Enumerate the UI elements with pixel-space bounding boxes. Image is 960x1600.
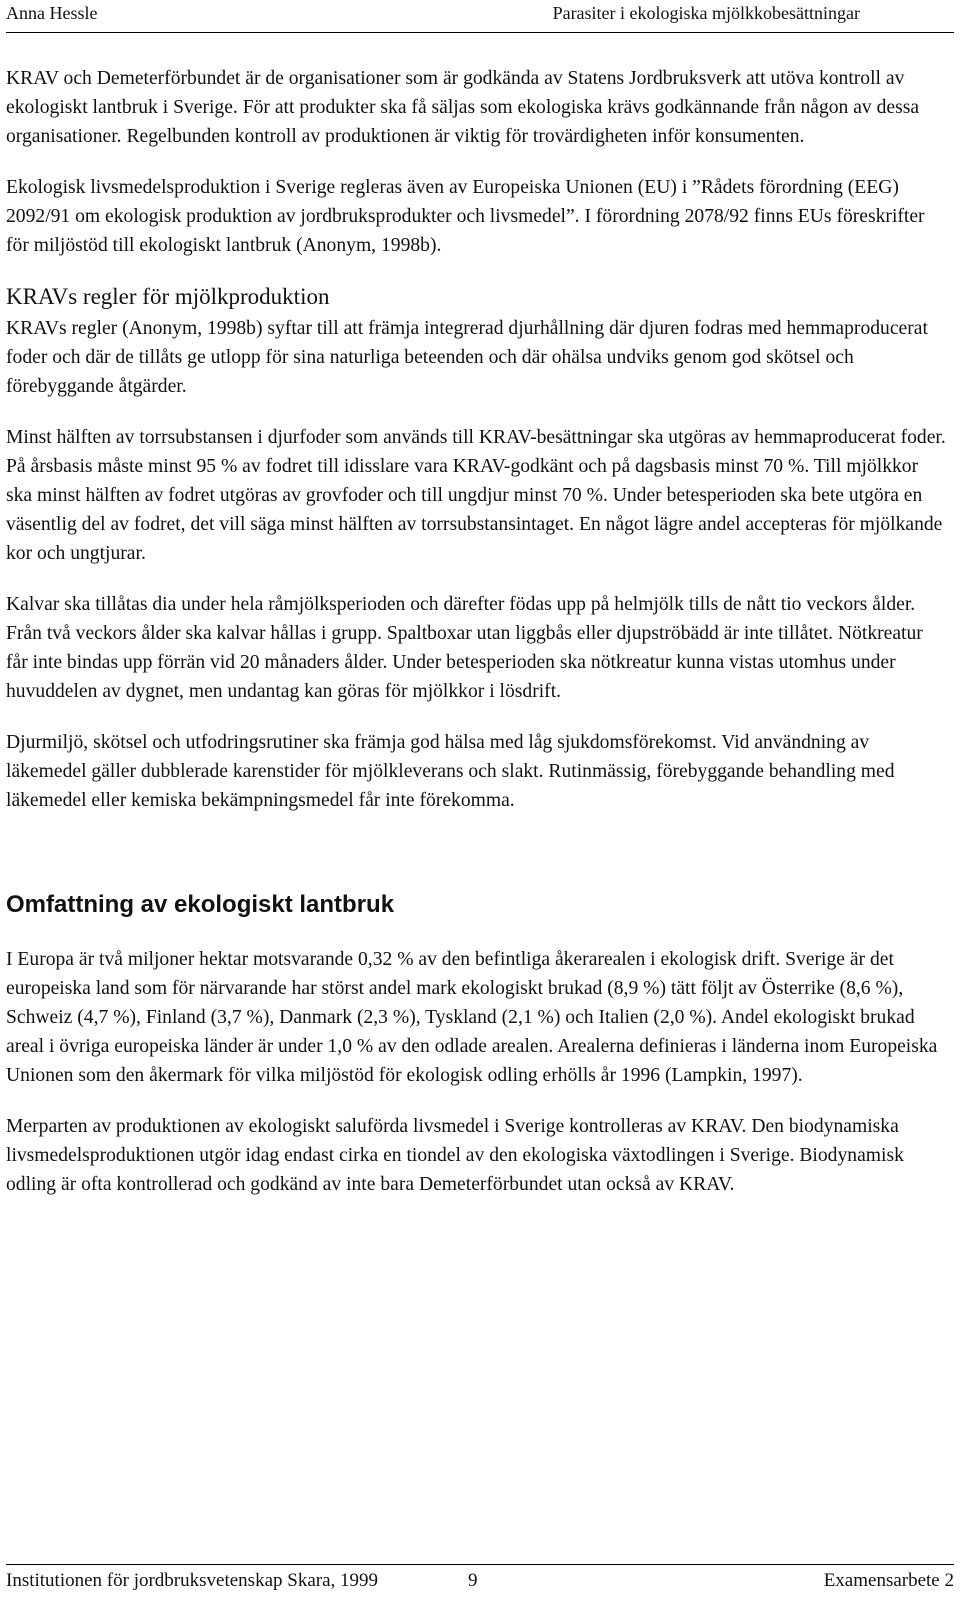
page-number: 9 [468, 1570, 478, 1591]
header-title: Parasiter i ekologiska mjölkkobesättningar [552, 3, 860, 23]
header-rule [6, 32, 954, 33]
paragraph-animal-health: Djurmiljö, skötsel och utfodringsrutiner ska främja god hälsa med låg sjukdomsförekomst. Vid användning av läkemedel gäller dubblerade karenstider för mjölkleverans och slakt. Rutinmässig, förebyggande behandling med läkemedel eller kemiska bekämpningsmedel får inte förekomma. [6, 732, 895, 811]
section-heading-omfattning: Omfattning av ekologiskt lantbruk [6, 891, 395, 918]
section-heading-krav-rules: KRAVs regler för mjölkproduktion [6, 284, 330, 309]
page-footer [6, 1570, 954, 1596]
footer-rule [6, 1564, 954, 1565]
paragraph-eu-regulation: Ekologisk livsmedelsproduktion i Sverige regleras även av Europeiska Unionen (EU) i ”Rådets förordning (EEG) 2092/91 om ekologisk produktion av jordbruksprodukter och livsmedel”. I förordning 2078/92 finns EUs föreskrifter för miljöstöd till ekologiskt lantbruk (Anonym, 1998b). [6, 177, 925, 256]
page-header [6, 3, 860, 29]
paragraph-europe-extent: I Europa är två miljoner hektar motsvarande 0,32 % av den befintliga åkerarealen i ekologisk drift. Sverige är det europeiska land som för närvarande har störst andel mark ekologiskt brukad (8,9 %) tätt följt av Österrike (8,6 %), Schweiz (4,7 %), Finland (3,7 %), Danmark (2,3 %), Tyskland (2,1 %) och Italien (2,0 %). Andel ekologiskt brukad areal i övriga europeiska länder är under 1,0 % av den odlade arealen. Arealerna definieras i länderna inom Europeiska Unionen som den åkermark för vilka miljöstöd för ekologisk odling erhölls år 1996 (Lampkin, 1997). [6, 949, 938, 1086]
paragraph-feed-rules: Minst hälften av torrsubstansen i djurfoder som används till KRAV-besättningar ska utgöras av hemmaproducerat foder. På årsbasis måste minst 95 % av fodret till idisslare vara KRAV-godkänt och på dagsbasis minst 70 %. Till mjölkkor ska minst hälften av fodret utgöras av grovfoder och till ungdjur minst 70 %. Under betesperioden ska bete utgöra en väsentlig del av fodret, det vill säga minst hälften av torrsubstansintaget. En något lägre andel accepteras för mjölkande kor och ungtjurar. [6, 427, 946, 564]
footer-institution: Institutionen för jordbruksvetenskap Skara, 1999 [6, 1570, 379, 1591]
paragraph-calf-rules: Kalvar ska tillåtas dia under hela råmjölksperioden och därefter födas upp på helmjölk tills de nått tio veckors ålder. Från två veckors ålder ska kalvar hållas i grupp. Spaltboxar utan liggbås eller djupströbädd är inte tillåtet. Nötkreatur får inte bindas upp förrän vid 20 månaders ålder. Under betesperioden ska nötkreatur kunna vistas utomhus under huvuddelen av dygnet, men undantag kan göras för mjölkkor i lösdrift. [6, 594, 923, 702]
header-author: Anna Hessle [6, 3, 98, 23]
page-body [6, 64, 946, 1199]
paragraph-krav-demeter: KRAV och Demeterförbundet är de organisationer som är godkända av Statens Jordbruksverk att utöva kontroll av ekologiskt lantbruk i Sverige. För att produkter ska få säljas som ekologiska krävs godkännande från någon av dessa organisationer. Regelbunden kontroll av produktionen är viktig för trovärdigheten inför konsumenten. [6, 68, 920, 147]
paragraph-krav-purpose: KRAVs regler (Anonym, 1998b) syftar till att främja integrerad djurhållning där djuren fodras med hemmaproducerat foder och där de tillåts ge utlopp för sina naturliga beteenden och där ohälsa undviks genom god skötsel och förebyggande åtgärder. [6, 318, 928, 397]
footer-series: Examensarbete 2 [823, 1570, 954, 1591]
paragraph-krav-control: Merparten av produktionen av ekologiskt saluförda livsmedel i Sverige kontrolleras av KRAV. Den biodynamiska livsmedelsproduktionen utgör idag endast cirka en tiondel av den ekologiska växtodlingen i Sverige. Biodynamisk odling är ofta kontrollerad och godkänd av inte bara Demeterförbundet utan också av KRAV. [6, 1116, 904, 1195]
